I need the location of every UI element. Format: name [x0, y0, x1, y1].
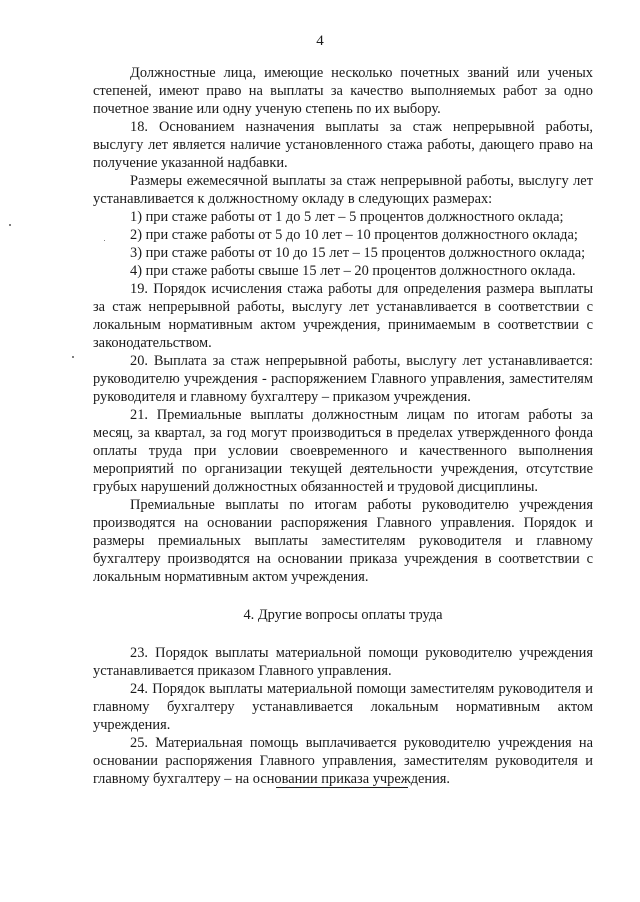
scan-speck [104, 240, 105, 241]
list-item-3: 3) при стаже работы от 10 до 15 лет – 15 процентов должностного оклада; [130, 245, 586, 261]
paragraph-25: 25. Материальная помощь выплачивается руководителю учреждения на основании распоряжения Главного управления, заместителям руководителя и главному бухгалтеру – на основании приказа учреждения. [93, 735, 593, 787]
paragraph-24: 24. Порядок выплаты материальной помощи заместителям руководителя и главному бухгалтеру устанавливается локальным нормативным актом учреждения. [93, 681, 593, 733]
paragraph-bonus-director: Премиальные выплаты по итогам работы руководителю учреждения производятся на основании распоряжения Главного управления. Порядок и размеры премиальных выплаты заместителям руководителя и главному бухгалтеру производятся на основании приказа учреждения в соответствии с локальным нормативным актом учреждения. [93, 497, 593, 585]
paragraph-18: 18. Основанием назначения выплаты за стаж непрерывной работы, выслугу лет является наличие установленного стажа работы, дающего право на получение указанной надбавки. [93, 119, 593, 171]
paragraph-payment-sizes: Размеры ежемесячной выплаты за стаж непрерывной работы, выслугу лет устанавливается к должностному окладу в следующих размерах: [93, 173, 593, 207]
paragraph-19: 19. Порядок исчисления стажа работы для определения размера выплаты за стаж непрерывной работы, выслугу лет устанавливается в соответствии с локальным нормативным актом учреждения, принимаемым в соответствии с законодательством. [93, 281, 593, 351]
list-item-2: 2) при стаже работы от 5 до 10 лет – 10 процентов должностного оклада; [130, 227, 578, 243]
scan-speck [9, 224, 11, 226]
scan-speck [72, 356, 74, 358]
document-body [93, 64, 593, 788]
paragraph-20: 20. Выплата за стаж непрерывной работы, выслугу лет устанавливается: руководителю учреждения - распоряжением Главного управления, заместителям руководителя и главному бухгалтеру – приказом учреждения. [93, 353, 593, 405]
list-item-4: 4) при стаже работы свыше 15 лет – 20 процентов должностного оклада. [130, 263, 576, 279]
end-rule-divider [276, 787, 408, 788]
list-item-1: 1) при стаже работы от 1 до 5 лет – 5 процентов должностного оклада; [130, 209, 564, 225]
paragraph-21: 21. Премиальные выплаты должностным лицам по итогам работы за месяц, за квартал, за год могут производиться в пределах утвержденного фонда оплаты труда при условии своевременного и качественного выполнения мероприятий по организации текущей деятельности учреждения, отсутствие грубых нарушений должностных обязанностей и трудовой дисциплины. [93, 407, 593, 495]
section-heading: 4. Другие вопросы оплаты труда [243, 607, 443, 623]
page-number: 4 [316, 33, 324, 49]
paragraph-honorary-titles: Должностные лица, имеющие несколько почетных званий или ученых степеней, имеют право на выплаты за качество выполняемых работ за одно почетное звание или одну ученую степень по их выбору. [93, 65, 593, 117]
paragraph-23: 23. Порядок выплаты материальной помощи руководителю учреждения устанавливается приказом Главного управления. [93, 645, 593, 679]
